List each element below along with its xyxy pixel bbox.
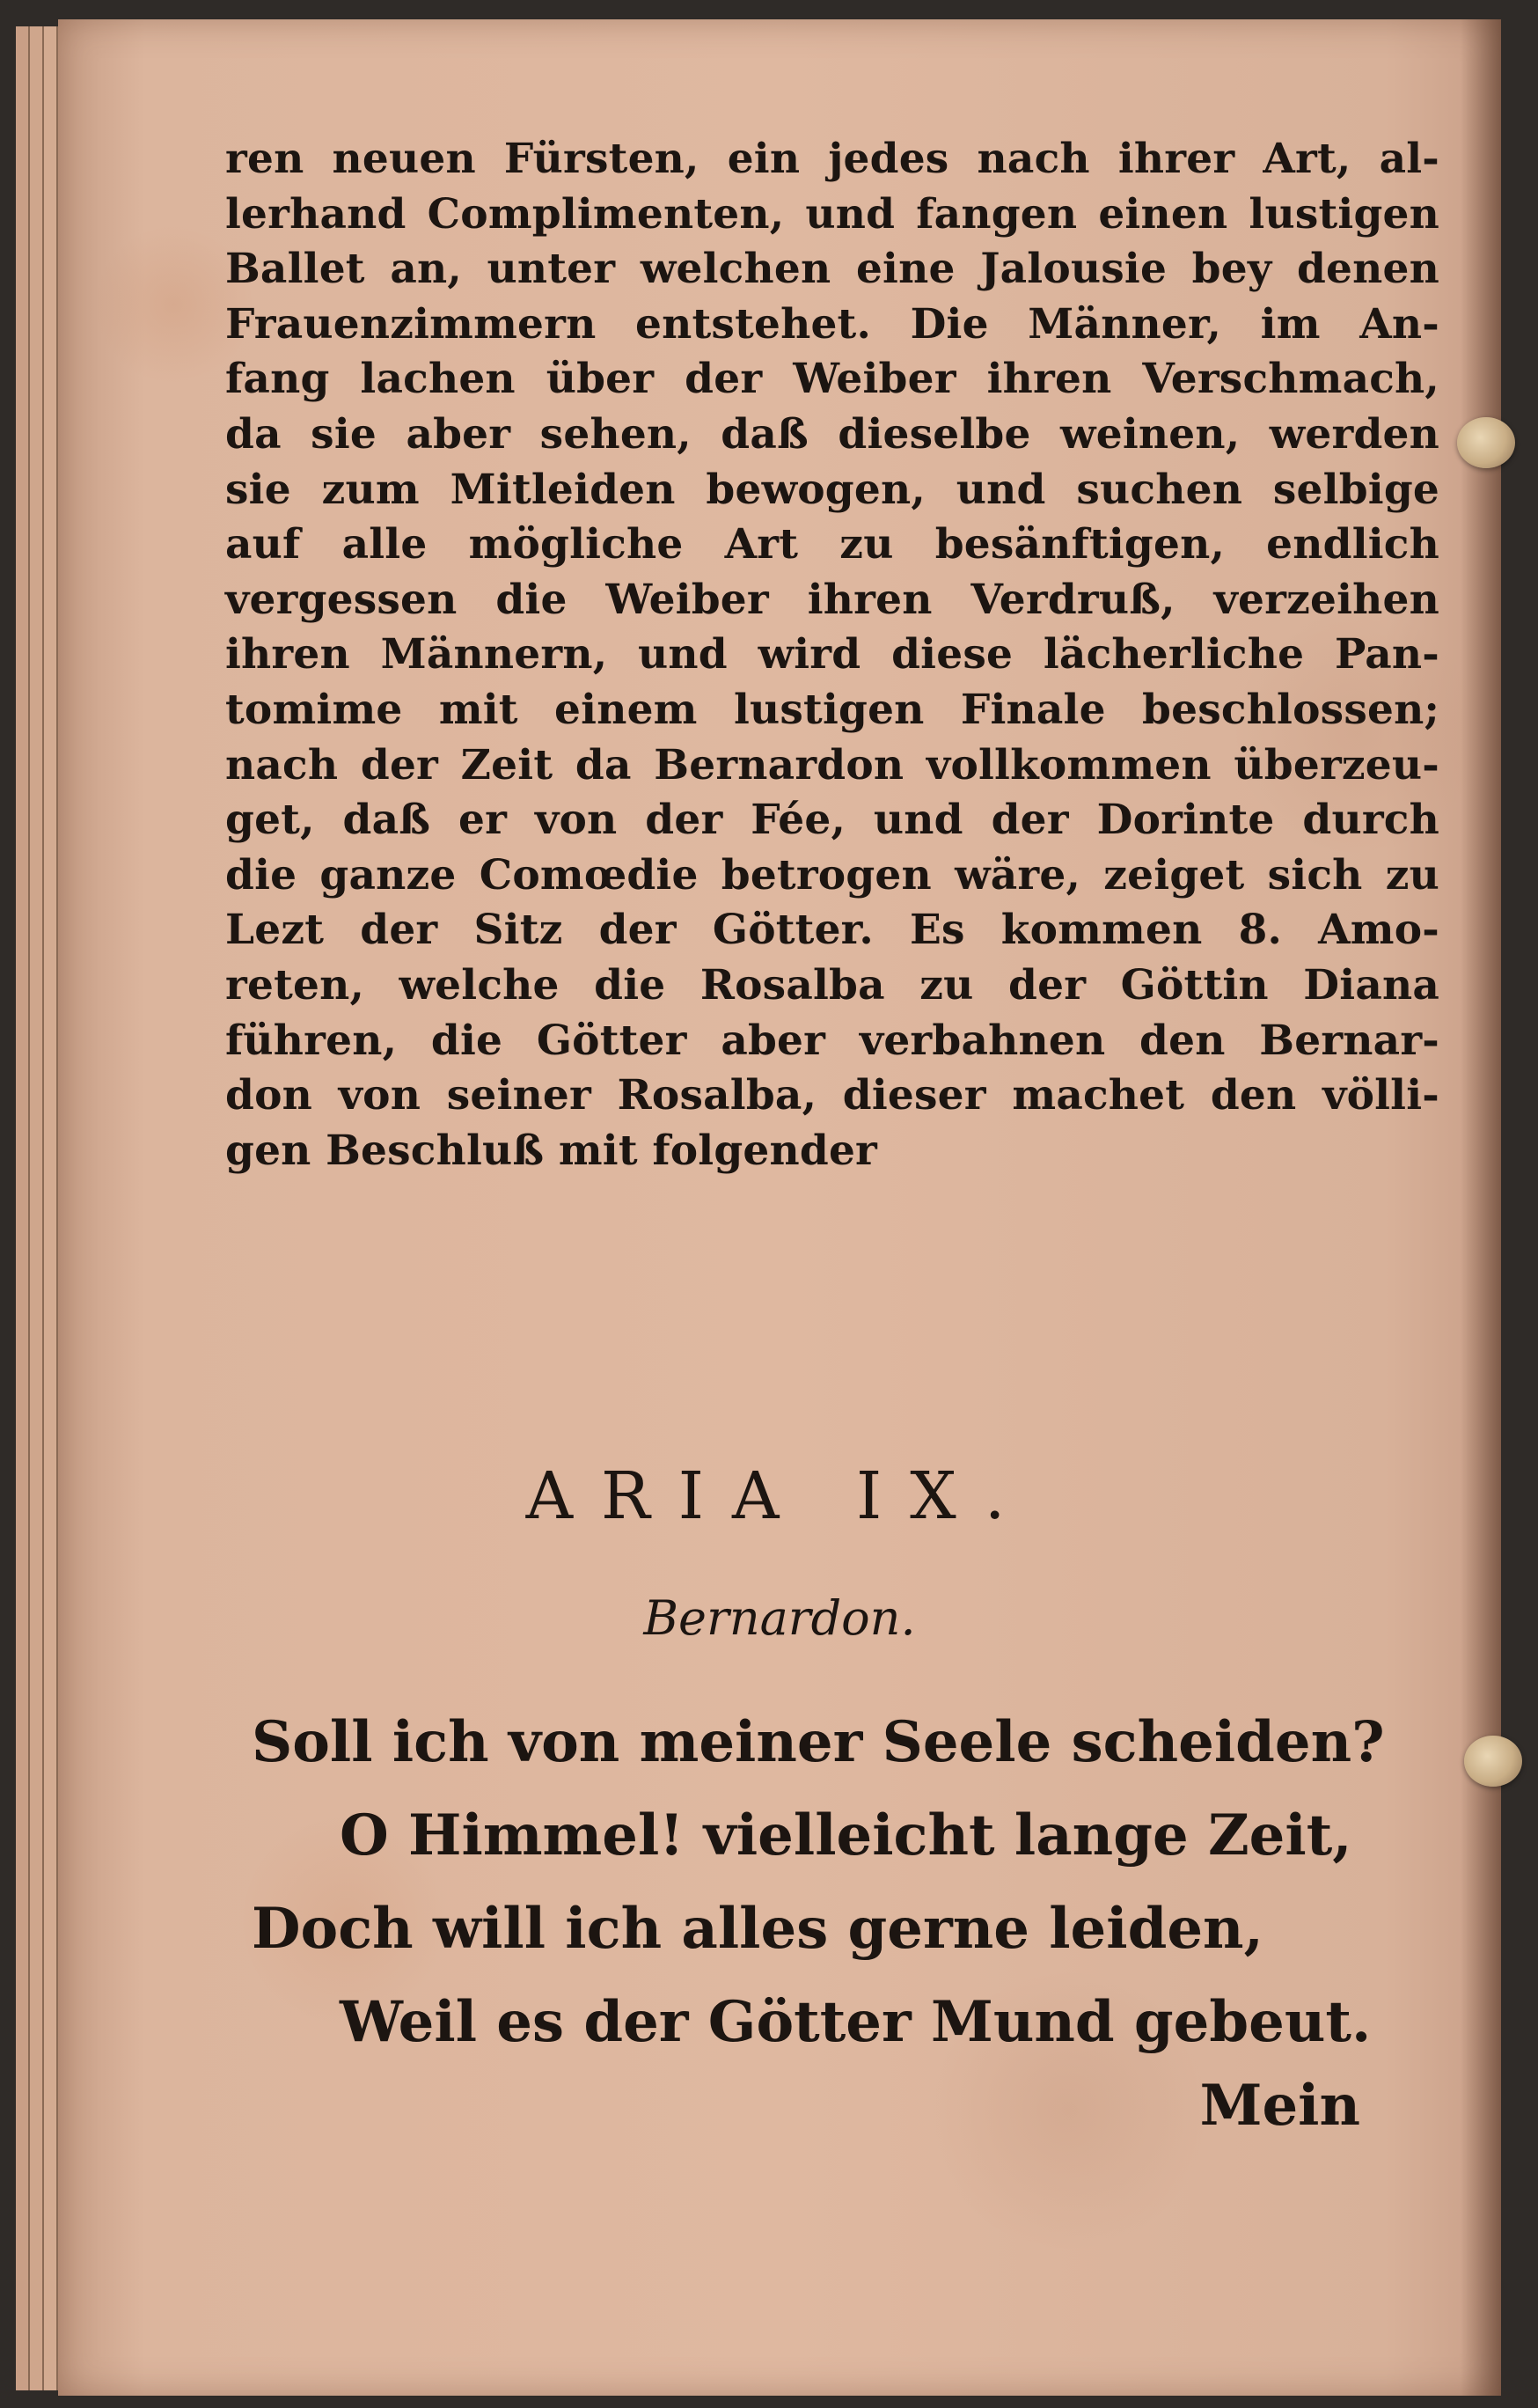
text-line: don von seiner Rosalba, dieser machet den völli- bbox=[225, 1071, 1439, 1120]
binding-gutter bbox=[1461, 19, 1501, 2396]
binding-thread-icon bbox=[1464, 1736, 1522, 1787]
verse-line: O Himmel! vielleicht lange Zeit, bbox=[340, 1802, 1352, 1868]
text-line: führen, die Götter aber verbahnen den Bernar- bbox=[225, 1016, 1439, 1065]
text-line: get, daß er von der Fée, und der Dorinte durch bbox=[225, 796, 1439, 845]
text-line: fang lachen über der Weiber ihren Verschmach, bbox=[225, 355, 1439, 404]
catchword: Mein bbox=[1199, 2073, 1360, 2139]
verse-line: Weil es der Götter Mund gebeut. bbox=[340, 1989, 1372, 2055]
text-line: reten, welche die Rosalba zu der Göttin Diana bbox=[225, 960, 1439, 1009]
text-line: ren neuen Fürsten, ein jedes nach ihrer Art, al- bbox=[225, 135, 1439, 183]
text-line: vergessen die Weiber ihren Verdruß, verzeihen bbox=[225, 575, 1439, 624]
page-edge bbox=[16, 26, 30, 2390]
binding-thread-icon bbox=[1457, 417, 1515, 468]
aria-heading: ARIA IX. bbox=[525, 1458, 1034, 1534]
text-line: Lezt der Sitz der Götter. Es kommen 8. Amo- bbox=[225, 906, 1439, 955]
page-edge bbox=[44, 26, 58, 2390]
text-line: Ballet an, unter welchen eine Jalousie bey denen bbox=[225, 245, 1439, 294]
speaker-name: Bernardon. bbox=[643, 1590, 916, 1646]
text-line: da sie aber sehen, daß dieselbe weinen, werden bbox=[225, 409, 1439, 459]
text-line: auf alle mögliche Art zu besänftigen, endlich bbox=[225, 520, 1439, 569]
text-line: lerhand Complimenten, und fangen einen lustigen bbox=[225, 189, 1439, 239]
body-paragraph bbox=[225, 132, 1439, 1178]
text-line: nach der Zeit da Bernardon vollkommen überzeu- bbox=[225, 740, 1439, 789]
text-line: gen Beschluß mit folgender bbox=[225, 1126, 878, 1175]
aria-verse bbox=[252, 1696, 1439, 2069]
text-line: ihren Männern, und wird diese lächerliche Pan- bbox=[225, 630, 1439, 679]
text-line: Frauenzimmern entstehet. Die Männer, im An- bbox=[225, 299, 1439, 349]
text-line: sie zum Mitleiden bewogen, und suchen selbige bbox=[225, 465, 1439, 514]
text-line: die ganze Comœdie betrogen wäre, zeiget sich zu bbox=[225, 850, 1439, 899]
verse-line: Doch will ich alles gerne leiden, bbox=[252, 1896, 1263, 1962]
book-page bbox=[58, 19, 1501, 2396]
verse-line: Soll ich von meiner Seele scheiden? bbox=[252, 1709, 1385, 1775]
text-line: tomime mit einem lustigen Finale beschlossen; bbox=[225, 685, 1439, 734]
page-edge bbox=[30, 26, 44, 2390]
